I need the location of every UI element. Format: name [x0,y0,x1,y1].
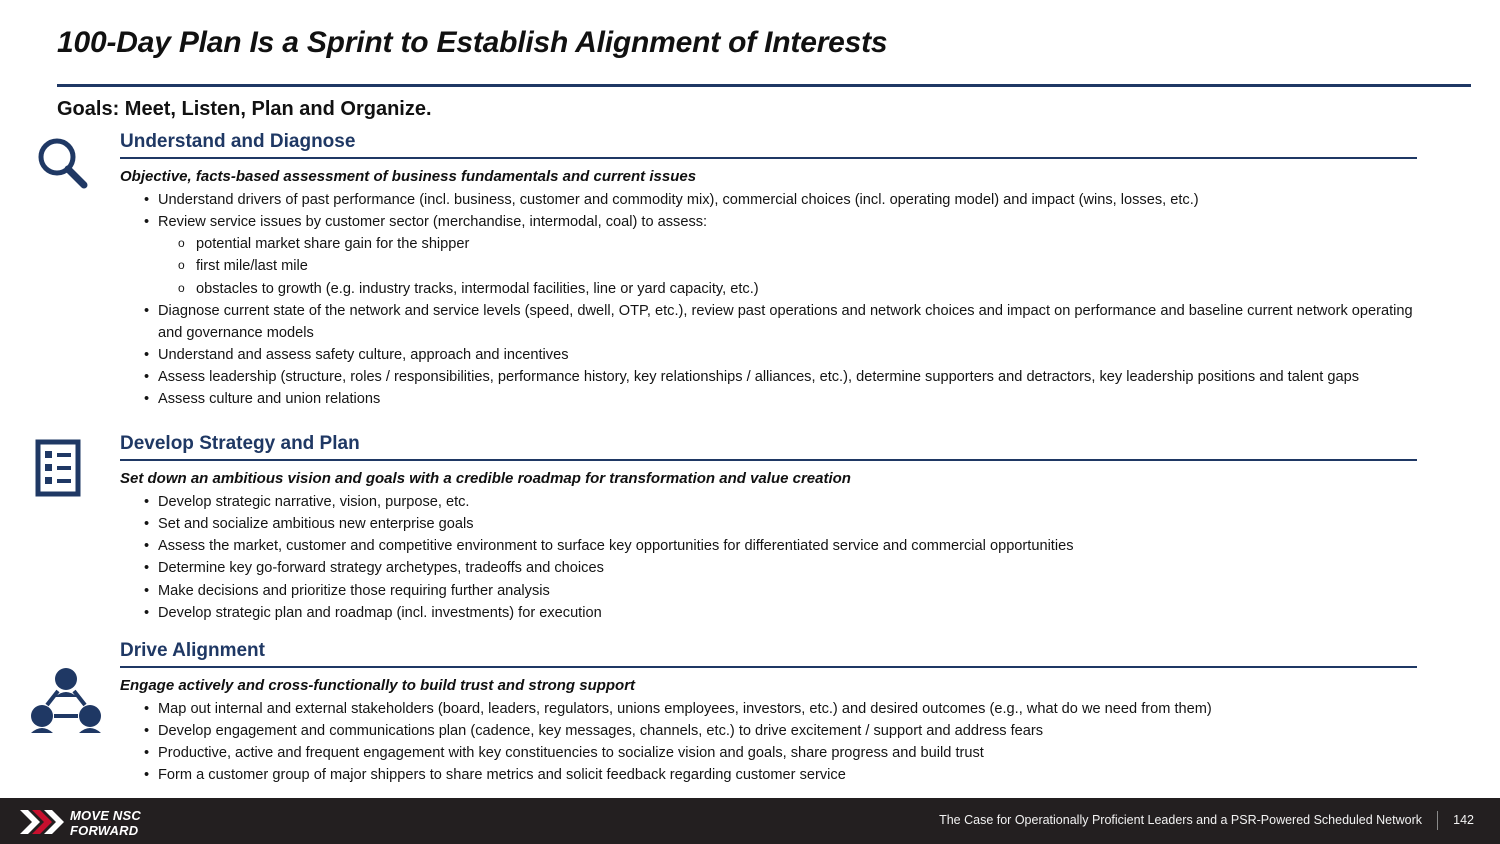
sub-list-item [158,233,1420,255]
list-item-text: Review service issues by customer sector (merchandise, intermodal, coal) to assess: [158,214,708,231]
list-item-text: Map out internal and external stakeholders (board, leaders, regulators, unions employees, investors, etc.) and desired outcomes (e.g., what do we need from them) [158,700,1212,717]
list-item-text: Develop engagement and communications plan (cadence, key messages, channels, etc.) to drive excitement / support and address fears [158,723,1044,740]
footer-bar [0,798,1500,844]
list-item-text: Diagnose current state of the network and service levels (speed, dwell, OTP, etc.), review past operations and network choices and impact on performance and baseline current network operating and governance models [158,302,1413,341]
list-item-text: Understand drivers of past performance (incl. business, customer and commodity mix), commercial choices (incl. operating model) and impact (wins, losses, etc.) [158,191,1199,208]
section-subheading: Engage actively and cross-functionally to build trust and strong support [120,676,636,694]
bullet-glyph: • [144,391,150,408]
logo-line2: FORWARD [70,822,139,838]
list-item [120,513,1420,535]
section-divider [120,666,1417,668]
sub-bullet-glyph: o [178,236,185,251]
list-item [120,602,1420,624]
list-item-text: Determine key go-forward strategy archetypes, tradeoffs and choices [158,560,604,577]
bullet-glyph: • [144,700,150,717]
sub-list-item [158,255,1420,277]
list-item-text: Assess the market, customer and competitive environment to surface key opportunities for differentiated service and commercial opportunities [158,538,1074,555]
bullet-glyph: • [144,516,150,533]
section-understand-and-diagnose [120,132,1420,411]
list-item-text: Set and socialize ambitious new enterprise goals [158,516,474,533]
section-heading: Understand and Diagnose [120,131,356,152]
list-item-text: Assess culture and union relations [158,391,381,408]
bullet-glyph: • [144,302,150,319]
list-item [120,698,1420,720]
bullet-glyph: • [144,723,150,740]
bullet-glyph: • [144,745,150,762]
list-item [120,580,1420,602]
bullet-glyph: • [144,582,150,599]
bullet-glyph: • [144,214,150,231]
list-item [120,764,1420,786]
sub-bullet-glyph: o [178,280,185,295]
sub-list-item [158,278,1420,300]
bullet-glyph: • [144,191,150,208]
list-item [120,211,1420,300]
bullet-list [120,491,1420,624]
list-item-text: Develop strategic plan and roadmap (incl. investments) for execution [158,604,602,621]
bullet-glyph: • [144,369,150,386]
list-item [120,720,1420,742]
list-item-text: Productive, active and frequent engagement with key constituencies to socialize vision and goals, share progress and build trust [158,745,984,762]
section-develop-strategy-and-plan [120,434,1420,624]
bullet-glyph: • [144,767,150,784]
page-number: 142 [1453,813,1474,827]
list-item [120,388,1420,410]
bullet-glyph: • [144,493,150,510]
list-item [120,300,1420,344]
section-divider [120,459,1417,461]
list-item-text: Assess leadership (structure, roles / responsibilities, performance history, key relationships / alliances, etc.), determine supporters and detractors, key leadership positions and talent gaps [158,369,1360,386]
list-item [120,535,1420,557]
logo-nsc: NSC [112,808,141,823]
sub-list-item-text: obstacles to growth (e.g. industry tracks, intermodal facilities, line or yard capacity, etc.) [196,280,759,297]
bullet-list [120,189,1420,411]
sub-list-item-text: potential market share gain for the shipper [196,236,470,253]
section-subheading: Objective, facts-based assessment of business fundamentals and current issues [120,167,697,185]
list-item-text: Make decisions and prioritize those requiring further analysis [158,582,550,599]
list-item-text: Understand and assess safety culture, approach and incentives [158,347,569,364]
bullet-list [120,698,1420,787]
title-divider [57,84,1471,87]
sub-bullet-list [158,233,1420,300]
list-item [120,189,1420,211]
logo-text [70,809,141,838]
section-heading: Develop Strategy and Plan [120,433,360,454]
bullet-glyph: • [144,604,150,621]
list-item [120,344,1420,366]
list-item [120,366,1420,388]
list-item-text: Develop strategic narrative, vision, purpose, etc. [158,493,470,510]
list-item [120,491,1420,513]
sub-bullet-glyph: o [178,258,185,273]
footer-text: The Case for Operationally Proficient Leaders and a PSR-Powered Scheduled Network [939,813,1422,827]
bullet-glyph: • [144,538,150,555]
section-heading: Drive Alignment [120,640,265,661]
goals-line: Goals: Meet, Listen, Plan and Organize. [57,98,432,120]
bullet-glyph: • [144,560,150,577]
move-nsc-forward-logo [18,804,168,840]
bullet-glyph: • [144,347,150,364]
section-subheading: Set down an ambitious vision and goals with a credible roadmap for transformation and value creation [120,469,851,487]
list-item [120,557,1420,579]
section-divider [120,157,1417,159]
logo-line1: MOVE [70,808,110,823]
sub-list-item-text: first mile/last mile [196,258,308,275]
checklist-icon [30,438,86,503]
list-item [120,742,1420,764]
footer-separator [1437,811,1438,830]
section-drive-alignment [120,641,1420,787]
list-item-text: Form a customer group of major shippers to share metrics and solicit feedback regarding customer service [158,767,846,784]
stakeholders-icon [30,665,102,738]
magnifier-icon [30,135,94,196]
page-title: 100-Day Plan Is a Sprint to Establish Alignment of Interests [57,26,888,59]
